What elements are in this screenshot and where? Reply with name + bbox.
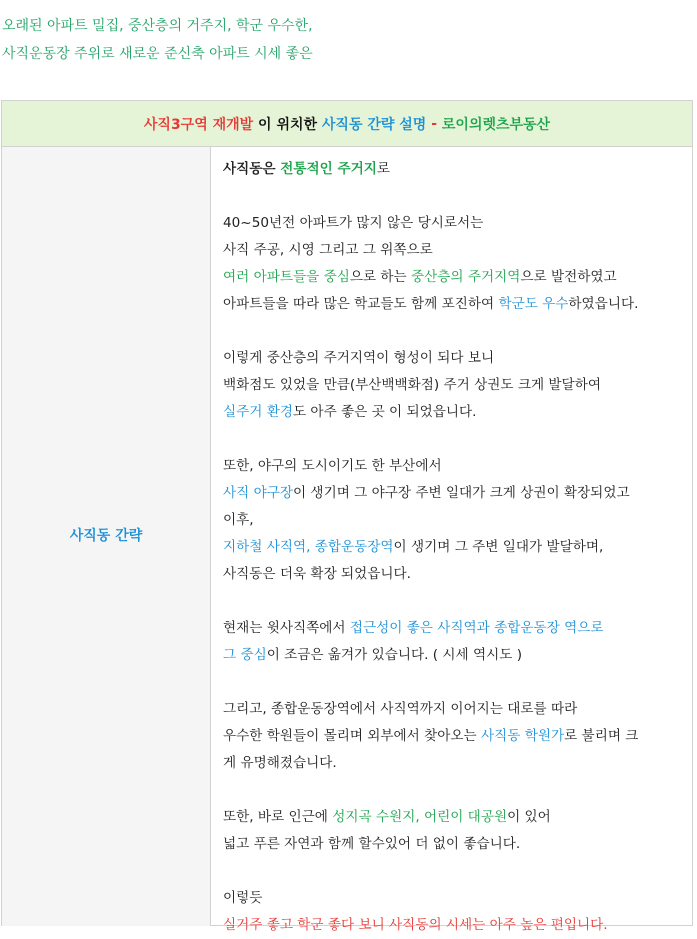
content-line: 백화점도 있었을 만큼(부산백백화점) 주거 상권도 크게 발달하여 bbox=[223, 377, 601, 393]
info-table bbox=[1, 100, 693, 933]
content-line: 이렇듯 bbox=[223, 890, 263, 906]
content-line bbox=[223, 723, 684, 750]
intro-text bbox=[2, 12, 692, 68]
content-line bbox=[223, 534, 684, 561]
paragraph-gap bbox=[223, 183, 684, 210]
content-line: 넓고 푸른 자연과 함께 할수있어 더 없이 좋습니다. bbox=[223, 836, 521, 852]
label-cell bbox=[2, 147, 211, 926]
content-line bbox=[223, 804, 684, 831]
table-body bbox=[2, 147, 692, 933]
text-highlight: 여러 아파트들을 중심 bbox=[223, 269, 350, 285]
text-segment: 이 조금은 옮겨가 있습니다. ( 시세 역시도 ) bbox=[266, 647, 522, 663]
content-line: 또한, 야구의 도시이기도 한 부산에서 bbox=[223, 458, 442, 474]
content-cell bbox=[211, 147, 692, 933]
content-line bbox=[223, 615, 684, 642]
text-segment: 우수한 학원들이 몰리며 외부에서 찾아오는 bbox=[223, 728, 481, 744]
paragraph-gap bbox=[223, 426, 684, 453]
text-highlight: 중산층의 주거지역 bbox=[411, 269, 521, 285]
content-line: 이후, bbox=[223, 512, 254, 528]
text-segment: 현재는 윗사직쪽에서 bbox=[223, 620, 350, 636]
header-connector: 이 위치한 bbox=[253, 116, 322, 133]
text-segment: 도 아주 좋은 곳 이 되었읍니다. bbox=[292, 404, 477, 420]
text-highlight: 사직동 학원가 bbox=[480, 728, 565, 744]
content-line: 그리고, 종합운동장역에서 사직역까지 이어지는 대로를 따라 bbox=[223, 701, 578, 717]
table-header bbox=[2, 101, 692, 147]
text-segment: 이 있어 bbox=[507, 809, 551, 825]
conclusion-line: 실거주 좋고 학군 좋다 보니 사직동의 시세는 아주 높은 편입니다. bbox=[223, 917, 608, 933]
content-line: 사직동은 더욱 확장 되었읍니다. bbox=[223, 566, 411, 582]
paragraph-gap bbox=[223, 669, 684, 696]
content-line bbox=[223, 264, 684, 291]
content-line bbox=[223, 156, 684, 183]
content-line: 사직 주공, 시영 그리고 그 위쪽으로 bbox=[223, 242, 433, 258]
text-highlight: 전통적인 주거지 bbox=[280, 161, 377, 177]
row-label: 사직동 간략 bbox=[69, 527, 143, 544]
text-segment: 로 불리며 크 bbox=[564, 728, 639, 744]
text-highlight: 학군도 우수 bbox=[498, 296, 569, 312]
text-highlight: 접근성이 좋은 사직역과 종합운동장 역으로 bbox=[349, 620, 604, 636]
text-segment: 로 bbox=[376, 161, 391, 177]
paragraph-gap bbox=[223, 777, 684, 804]
text-segment: 아파트들을 따라 많은 학교들도 함께 포진하여 bbox=[223, 296, 499, 312]
text-highlight: 성지곡 수원지, 어린이 대공원 bbox=[332, 809, 508, 825]
content-line bbox=[223, 399, 684, 426]
text-segment: 이 생기며 그 야구장 주변 일대가 크게 상권이 확장되었고 bbox=[292, 485, 630, 501]
text-segment: 으로 발전하였고 bbox=[520, 269, 617, 285]
paragraph-gap bbox=[223, 858, 684, 885]
content-line bbox=[223, 642, 684, 669]
text-highlight: 그 중심 bbox=[223, 647, 267, 663]
content-line: 40~50년전 아파트가 많지 않은 당시로서는 bbox=[223, 215, 484, 231]
paragraph-gap bbox=[223, 588, 684, 615]
content-line bbox=[223, 291, 684, 318]
header-title: 사직동 간략 설명 bbox=[321, 116, 427, 133]
content-line: 이렇게 중산층의 주거지역이 형성이 되다 보니 bbox=[223, 350, 495, 366]
content-line bbox=[223, 480, 684, 507]
text-segment: 하였읍니다. bbox=[568, 296, 639, 312]
text-highlight: 실주거 환경 bbox=[223, 404, 293, 420]
header-brand: 로이의렛츠부동산 bbox=[441, 116, 551, 133]
paragraph-gap bbox=[223, 318, 684, 345]
text-segment: 으로 하는 bbox=[349, 269, 411, 285]
content-line: 게 유명해졌습니다. bbox=[223, 755, 337, 771]
header-dash: - bbox=[426, 115, 442, 132]
intro-line-2: 사직운동장 주위로 새로운 준신축 아파트 시세 좋은 bbox=[2, 46, 313, 62]
text-highlight: 지하철 사직역, 종합운동장역 bbox=[223, 539, 394, 555]
intro-line-1: 오래된 아파트 밀집, 중산층의 거주지, 학군 우수한, bbox=[2, 18, 313, 34]
text-segment: 이 생기며 그 주변 일대가 발달하며, bbox=[393, 539, 604, 555]
text-segment: 또한, 바로 인근에 bbox=[223, 809, 333, 825]
text-highlight: 사직 야구장 bbox=[223, 485, 293, 501]
header-redevelopment: 사직3구역 재개발 bbox=[143, 116, 254, 133]
text-segment: 사직동은 bbox=[223, 161, 281, 177]
